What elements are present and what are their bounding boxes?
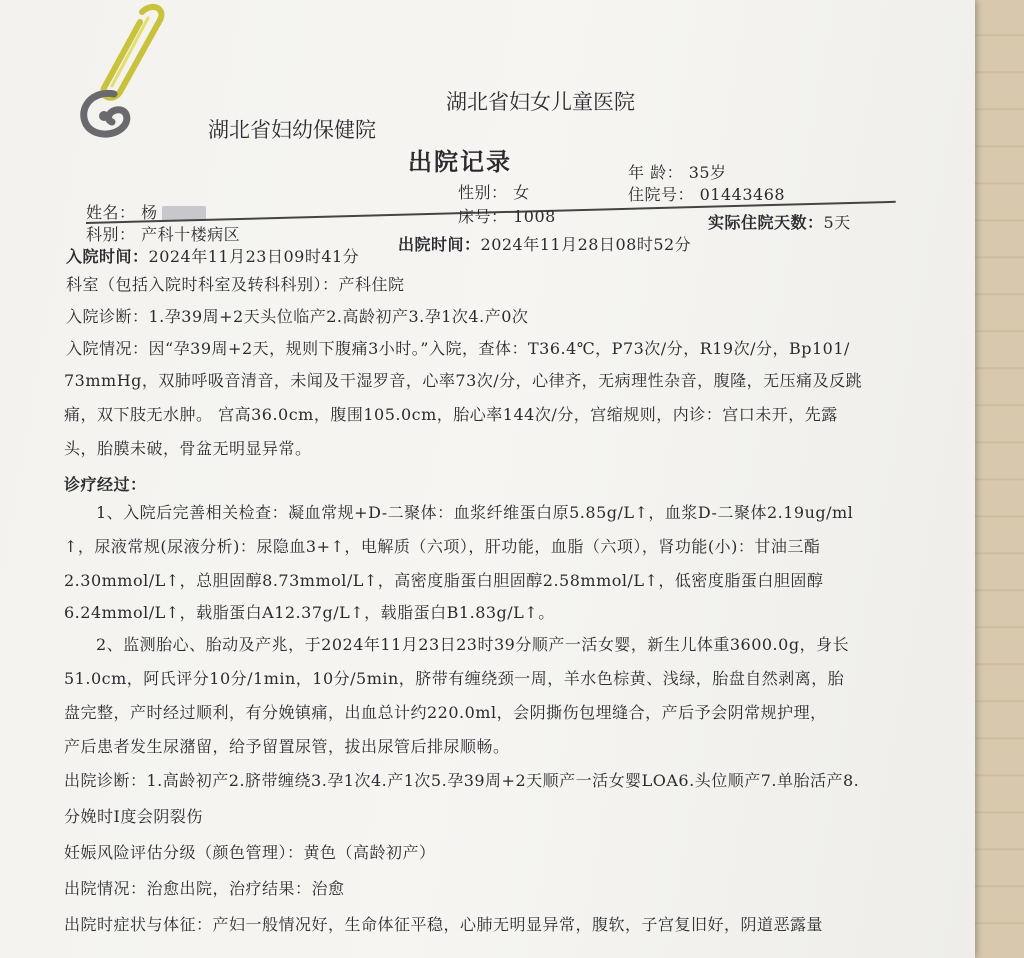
admission-no-label: 住院号： — [628, 185, 695, 204]
risk-assessment-line: 妊娠风险评估分级（颜色管理）：黄色（高龄初产） — [64, 843, 436, 862]
dept-value: 产科十楼病区 — [141, 225, 241, 244]
stay-days-field — [708, 210, 851, 233]
gender-label: 性别： — [458, 183, 508, 202]
discharge-signs-line: 出院时症状与体征：产妇一般情况好，生命体征平稳，心肺无明显异常，腹软，子宫复旧好，阴道恶露量 — [64, 915, 824, 934]
treatment-line-4: 6.24mmol/L↑，载脂蛋白A12.37g/L↑，载脂蛋白B1.83g/L↑。 — [64, 603, 555, 622]
discharge-diagnosis-line-1: 出院诊断：1.高龄初产2.脐带缠绕3.孕1次4.产1次5.孕39周+2天顺产一活女婴LOA6.头位顺产7.单胎活产8. — [64, 771, 860, 790]
days-label: 实际住院天数： — [708, 213, 824, 232]
admission-condition-line-1: 入院情况：因“孕39周+2天，规则下腹痛3小时。”入院，查体：T36.4℃，P73次/分，R19次/分，Bp101/ — [66, 339, 850, 358]
admission-condition-line-2: 73mmHg，双肺呼吸音清音，未闻及干湿罗音，心率73次/分，心律齐，无病理性杂音，腹隆，无压痛及反跳 — [64, 371, 863, 390]
hospital-name-2: 湖北省妇女儿童医院 — [446, 90, 635, 114]
discharge-time-field — [398, 232, 691, 255]
treatment-line-7: 盘完整，产时经过顺利，有分娩镇痛，出血总计约220.0ml，会阴撕伤包埋缝合，产后予会阴常规护理， — [64, 703, 827, 722]
gender-value: 女 — [513, 183, 530, 202]
department-field — [86, 222, 240, 245]
admission-no-value: 01443468 — [699, 185, 786, 204]
admit-label: 入院时间： — [66, 247, 149, 266]
hospital-logo — [74, 86, 136, 142]
discharge-condition-line: 出院情况：治愈出院，治疗结果：治愈 — [64, 879, 345, 898]
admission-diagnosis: 入院诊断：1.孕39周+2天头位临产2.高龄初产3.孕1次4.产0次 — [66, 307, 529, 326]
age-value: 35岁 — [688, 163, 727, 182]
admission-condition-line-3: 痛，双下肢无水肿。 宫高36.0cm，腹围105.0cm，胎心率144次/分，宫缩规则，内诊：宫口未开，先露 — [64, 405, 838, 424]
treatment-line-6: 51.0cm，阿氏评分10分/1min，10分/5min，脐带有缠绕颈一周，羊水色棕黄、浅绿，胎盘自然剥离，胎 — [64, 669, 845, 688]
age-field — [628, 160, 727, 183]
treatment-line-8: 产后患者发生尿潴留，给予留置尿管，拔出尿管后排尿顺畅。 — [64, 737, 510, 756]
treatment-line-5: 2、监测胎心、胎动及产兆，于2024年11月23日23时39分顺产一活女婴，新生儿体重3600.0g，身长 — [96, 635, 850, 654]
dept-label: 科别： — [86, 225, 136, 244]
bed-value: 1008 — [513, 207, 556, 226]
treatment-course-heading: 诊疗经过： — [64, 475, 147, 494]
bed-field — [458, 204, 556, 227]
age-label: 年 龄： — [628, 163, 684, 182]
admit-value: 2024年11月23日09时41分 — [148, 247, 360, 266]
treatment-line-2: ↑，尿液常规(尿液分析)：尿隐血3+↑，电解质（六项），肝功能，血脂（六项），肾功能(小)：甘油三酯 — [64, 537, 821, 556]
admission-time-field — [66, 244, 359, 267]
discharge-label: 出院时间： — [398, 235, 481, 254]
gender-field — [458, 180, 530, 203]
page-title: 出院记录 — [408, 147, 512, 176]
hospital-name-1: 湖北省妇幼保健院 — [208, 118, 376, 142]
discharge-value: 2024年11月28日08时52分 — [480, 235, 692, 254]
name-label: 姓名： — [86, 203, 136, 222]
days-value: 5天 — [823, 213, 851, 232]
bed-label: 床号： — [458, 207, 508, 226]
treatment-line-3: 2.30mmol/L↑，总胆固醇8.73mmol/L↑，高密度脂蛋白胆固醇2.58mmol/L↑，低密度脂蛋白胆固醇 — [64, 571, 824, 590]
discharge-diagnosis-line-2: 分娩时Ⅰ度会阴裂伤 — [64, 807, 203, 826]
admission-condition-line-4: 头，胎膜未破，骨盆无明显异常。 — [64, 439, 312, 458]
name-value: 杨 — [141, 203, 158, 222]
admission-number-field — [628, 182, 785, 205]
treatment-line-1: 1、入院后完善相关检查：凝血常规+D-二聚体：血浆纤维蛋白原5.85g/L↑，血浆D-二聚体2.19ug/ml — [96, 503, 854, 522]
department-line: 科室（包括入院时科室及转科科别）：产科住院 — [66, 275, 405, 294]
